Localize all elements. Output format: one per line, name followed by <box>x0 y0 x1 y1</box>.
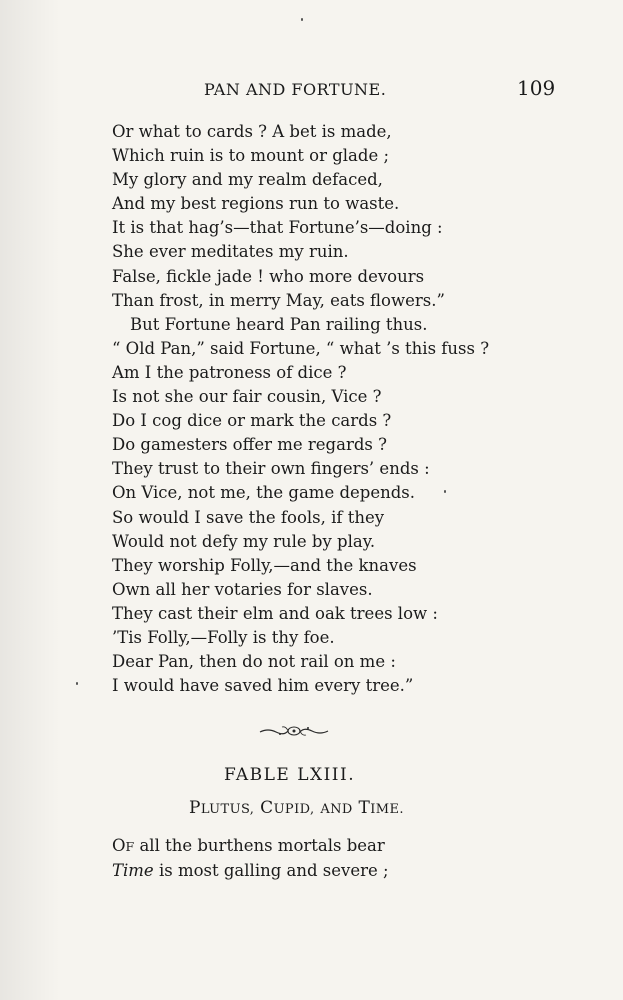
ornament-divider-icon <box>258 722 330 740</box>
verse-line: They trust to their own fingers’ ends : <box>112 459 430 479</box>
verse-line: Which ruin is to mount or glade ; <box>112 146 390 166</box>
fable-subtitle: PLUTUS, CUPID, AND TIME. <box>189 798 404 818</box>
page-number: 109 <box>517 76 556 100</box>
verse-line: So would I save the fools, if they <box>112 507 385 527</box>
verse-line: And my best regions run to waste. <box>112 194 400 214</box>
verse-line: “ Old Pan,” said Fortune, “ what ’s this fuss ? <box>112 338 490 358</box>
verse-line: Own all her votaries for slaves. <box>112 579 373 599</box>
verse-line: Would not defy my rule by play. <box>112 531 376 551</box>
verse-line: Time is most galling and severe ; <box>112 861 389 880</box>
running-title: PAN AND FORTUNE. <box>204 80 387 99</box>
verse-line: They cast their elm and oak trees low : <box>112 603 438 623</box>
verse-line: Than frost, in merry May, eats flowers.” <box>112 290 445 310</box>
verse-line: Or what to cards ? A bet is made, <box>112 122 392 141</box>
verse-line: False, fickle jade ! who more devours <box>112 266 425 286</box>
verse-line: Am I the patroness of dice ? <box>112 362 347 382</box>
verse-line: Is not she our fair cousin, Vice ? <box>112 387 382 407</box>
fable-opening-verse <box>112 834 389 883</box>
verse-line: OF all the burthens mortals bear <box>112 836 385 855</box>
verse-line: Do gamesters offer me regards ? <box>112 435 387 455</box>
verse-line: Do I cog dice or mark the cards ? <box>112 411 392 431</box>
verse-line: It is that hag’s—that Fortune’s—doing : <box>112 218 443 238</box>
fable-heading: FABLE LXIII. <box>224 765 356 785</box>
verse-line: She ever meditates my ruin. <box>112 242 349 262</box>
poem-body <box>112 120 489 698</box>
gutter-shadow <box>0 0 60 1000</box>
print-speck <box>76 682 78 685</box>
verse-line: They worship Folly,—and the knaves <box>112 555 417 575</box>
print-speck <box>444 490 446 493</box>
verse-line: But Fortune heard Pan railing thus. <box>130 314 428 334</box>
verse-line: Dear Pan, then do not rail on me : <box>112 652 396 672</box>
verse-line: On Vice, not me, the game depends. <box>112 483 416 503</box>
verse-line: I would have saved him every tree.” <box>112 676 414 696</box>
print-speck <box>301 18 303 21</box>
verse-line: ’Tis Folly,—Folly is thy foe. <box>112 627 335 647</box>
verse-line: My glory and my realm defaced, <box>112 170 383 190</box>
